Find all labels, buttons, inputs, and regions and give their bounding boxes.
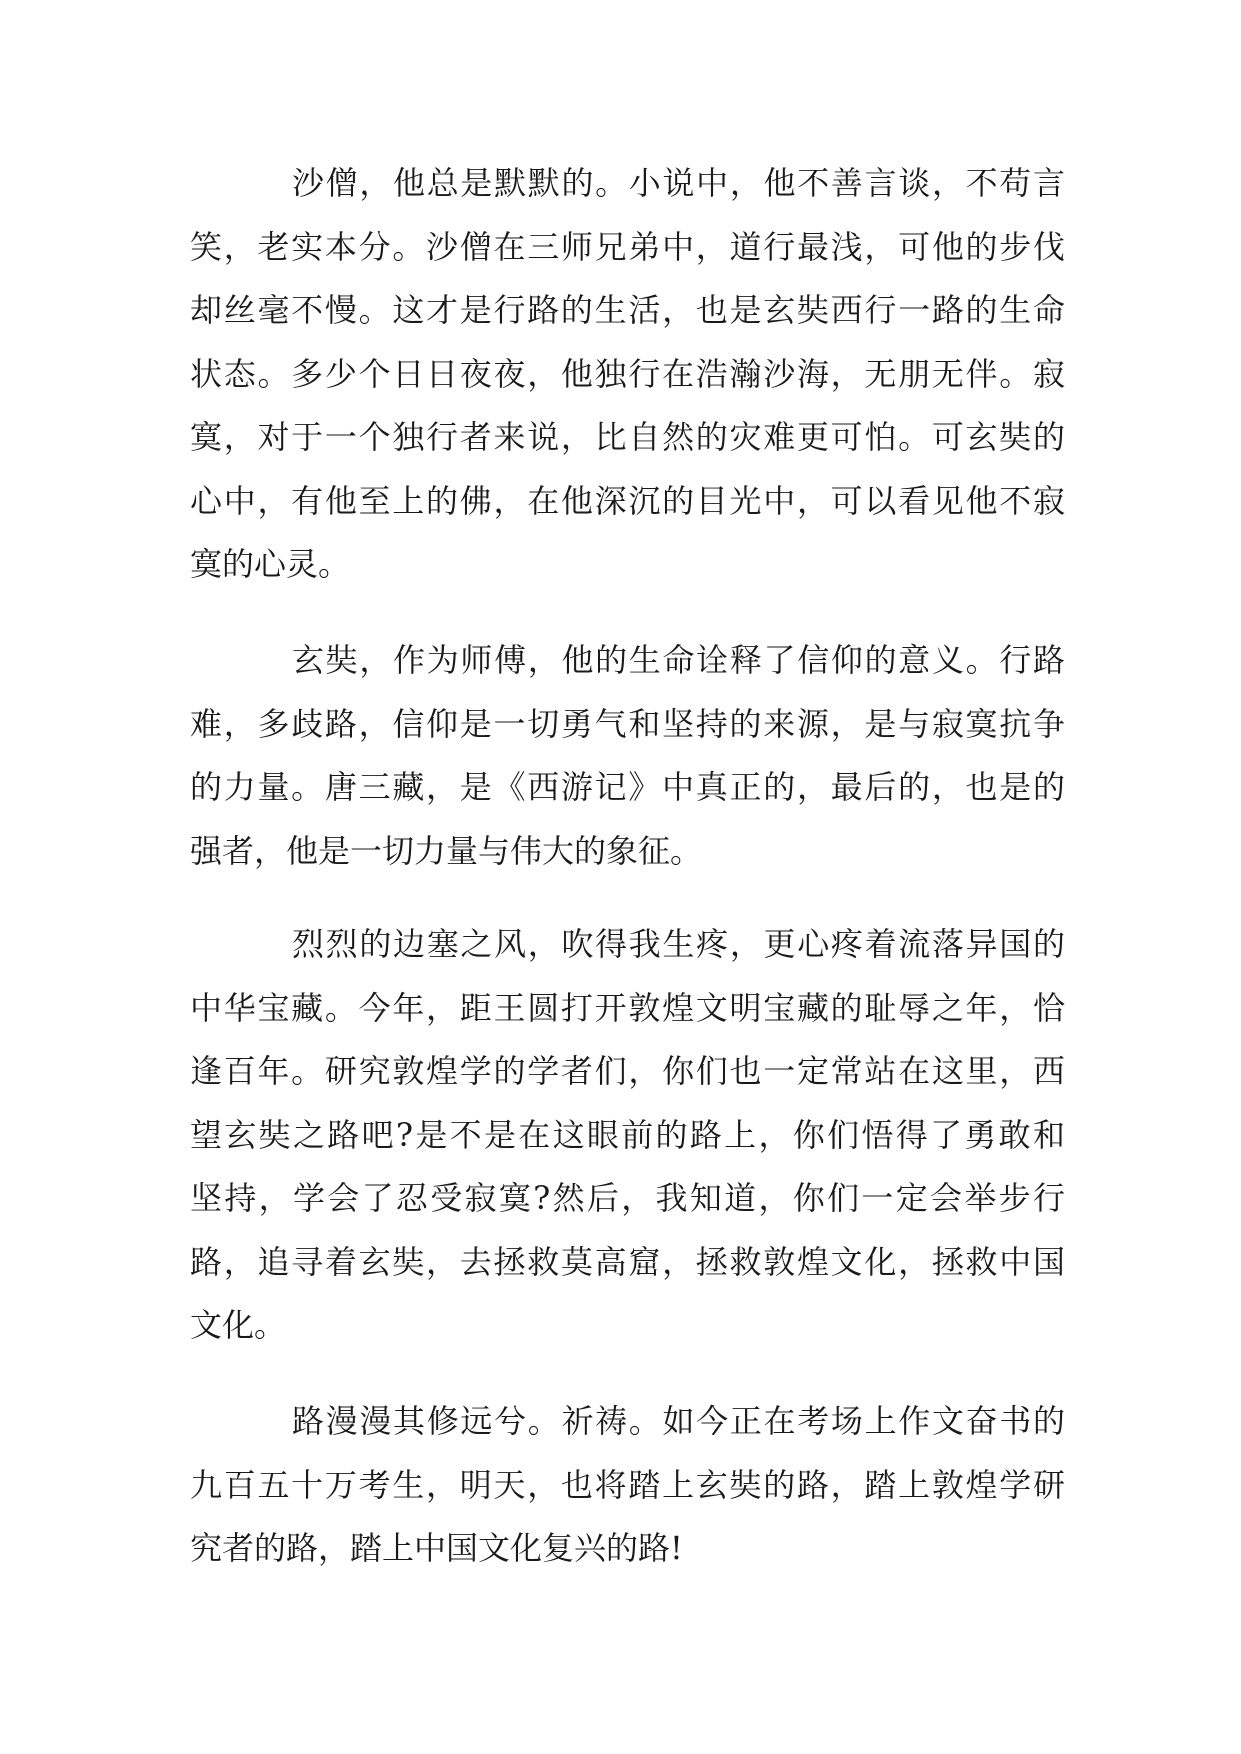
paragraph-line: 中华宝藏。今年，距王圆打开敦煌文明宝藏的耻辱之年，恰 — [190, 988, 1065, 1027]
paragraph-line: 心中，有他至上的佛，在他深沉的目光中，可以看见他不寂 — [190, 481, 1065, 520]
paragraph-line: 望玄奘之路吧?是不是在这眼前的路上，你们悟得了勇敢和 — [190, 1115, 1065, 1154]
paragraph-line: 逢百年。研究敦煌学的学者们，你们也一定常站在这里，西 — [190, 1052, 1065, 1090]
paragraph-line: 文化。 — [190, 1306, 287, 1344]
paragraph-sha-seng — [190, 152, 1065, 597]
paragraph-dunhuang — [190, 913, 1065, 1358]
paragraph-line: 寞的心灵。 — [190, 545, 351, 583]
paragraph-line: 路，追寻着玄奘，去拯救莫高窟，拯救敦煌文化，拯救中国 — [190, 1242, 1065, 1281]
paragraph-line: 九百五十万考生，明天，也将踏上玄奘的路，踏上敦煌学研 — [190, 1465, 1065, 1504]
paragraph-line: 笑，老实本分。沙僧在三师兄弟中，道行最浅，可他的步伐 — [190, 227, 1065, 266]
paragraph-xuanzang — [190, 629, 1065, 883]
paragraph-line: 玄奘，作为师傅，他的生命诠释了信仰的意义。行路 — [292, 641, 1065, 679]
paragraph-line: 状态。多少个日日夜夜，他独行在浩瀚沙海，无朋无伴。寂 — [190, 354, 1065, 393]
paragraph-line: 坚持，学会了忍受寂寞?然后，我知道，你们一定会举步行 — [190, 1179, 1065, 1217]
paragraph-line: 烈烈的边塞之风，吹得我生疼，更心疼着流落异国的 — [292, 925, 1065, 963]
paragraph-line: 难，多歧路，信仰是一切勇气和坚持的来源，是与寂寞抗争 — [190, 704, 1065, 743]
paragraph-line: 沙僧，他总是默默的。小说中，他不善言谈，不苟言 — [292, 164, 1065, 202]
paragraph-line: 路漫漫其修远兮。祈祷。如今正在考场上作文奋书的 — [292, 1402, 1065, 1440]
paragraph-line: 究者的路，踏上中国文化复兴的路! — [190, 1529, 683, 1567]
paragraph-line: 却丝毫不慢。这才是行路的生活，也是玄奘西行一路的生命 — [190, 291, 1065, 329]
paragraph-line: 强者，他是一切力量与伟大的象征。 — [190, 831, 703, 870]
paragraph-conclusion — [190, 1390, 1065, 1581]
paragraph-line: 的力量。唐三藏，是《西游记》中真正的，最后的，也是的 — [190, 768, 1065, 806]
paragraph-line: 寞，对于一个独行者来说，比自然的灾难更可怕。可玄奘的 — [190, 418, 1065, 456]
